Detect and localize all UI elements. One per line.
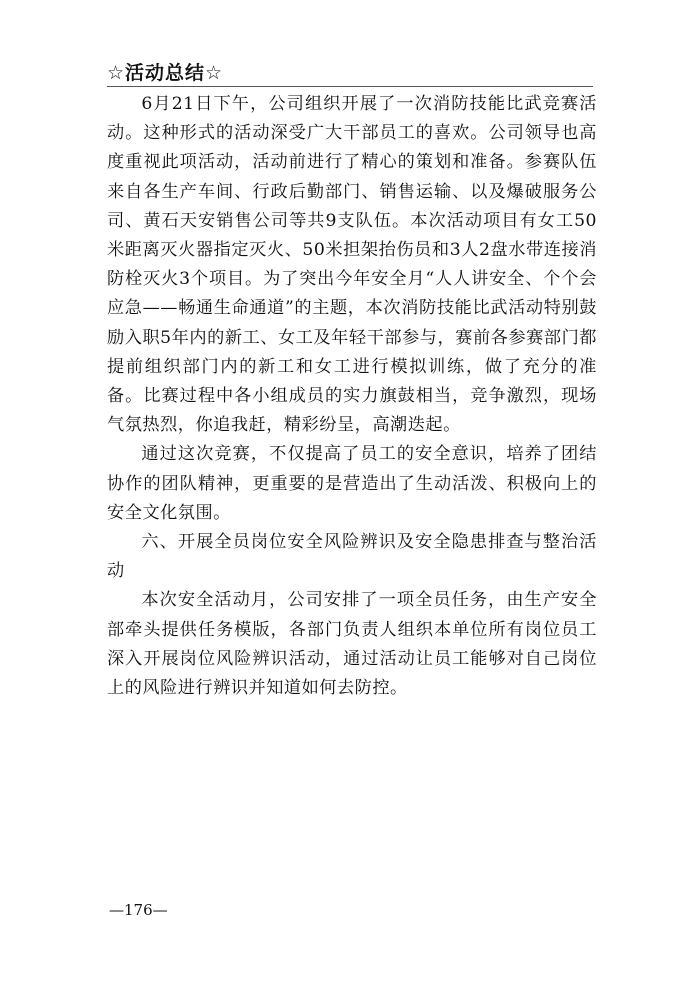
paragraph-outcome: 通过这次竞赛，不仅提高了员工的安全意识，培养了团结协作的团队精神，更重要的是营造出了生动活泼、积极向上的安全文化氛围。 (107, 444, 597, 523)
body-text (107, 90, 597, 703)
section-heading-risk-identification: 六、开展全员岗位安全风险辨识及安全隐患排查与整治活动 (107, 532, 597, 582)
page-header (107, 56, 593, 87)
page-number: —176— (109, 901, 168, 919)
header-title: ☆活动总结☆ (107, 62, 224, 84)
paragraph-risk-task: 本次安全活动月，公司安排了一项全员任务，由生产安全部牵头提供任务模版，各部门负责人组织本单位所有岗位员工深入开展岗位风险辨识活动，通过活动让员工能够对自己岗位上的风险进行辨识并知道如何去防控。 (107, 590, 597, 699)
paragraph-competition: 6月21日下午，公司组织开展了一次消防技能比武竞赛活动。这种形式的活动深受广大干部员工的喜欢。公司领导也高度重视此项活动，活动前进行了精心的策划和准备。参赛队伍来自各生产车间、行政后勤部门、销售运输、以及爆破服务公司、黄石天安销售公司等共9支队伍。本次活动项目有女工50米距离灭火器指定灭火、50米担架抬伤员和3人2盘水带连接消防栓灭火3个项目。为了突出今年安全月“人人讲安全、个个会应急——畅通生命通道”的主题，本次消防技能比武活动特别鼓励入职5年内的新工、女工及年轻干部参与，赛前各参赛部门都提前组织部门内的新工和女工进行模拟训练，做了充分的准备。比赛过程中各小组成员的实力旗鼓相当，竞争激烈，现场气氛热烈，你追我赶，精彩纷呈，高潮迭起。 (107, 94, 597, 436)
